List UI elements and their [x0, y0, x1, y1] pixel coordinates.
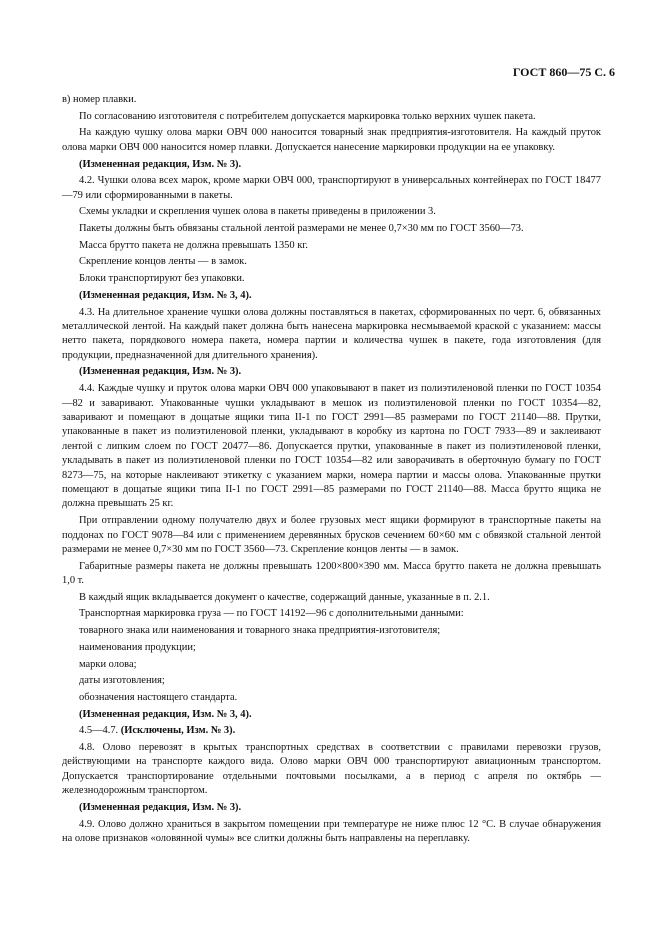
paragraph: Пакеты должны быть обвязаны стальной лентой размерами не менее 0,7×30 мм по ГОСТ 3560—73.	[79, 223, 524, 235]
paragraph: Габаритные размеры пакета не должны превышать 1200×800×390 мм. Масса брутто пакета не должна превышать 1,0 т.	[62, 560, 601, 587]
paragraph: При отправлении одному получателю двух и более грузовых мест ящики формируют в транспортные пакеты на поддонах по ГОСТ 9078—84 или с применением деревянных брусков сечением 60×60 мм с обвязкой стальной лентой размерами не менее 0,7×30 мм по ГОСТ 3560—73. Скрепление концов ленты — в замок.	[62, 515, 601, 555]
page-header: ГОСТ 860—75 С. 6	[512, 65, 615, 79]
paragraph: Транспортная маркировка груза — по ГОСТ 14192—96 с дополнительными данными:	[79, 608, 464, 620]
paragraph: 4.2. Чушки олова всех марок, кроме марки ОВЧ 000, транспортируют в универсальных контейнерах по ГОСТ 18477—79 или сформированными в пакеты.	[62, 175, 601, 201]
amendment-note: (Измененная редакция, Изм. № 3, 4).	[79, 289, 252, 301]
amendment-note-inline: (Исключены, Изм. № 3).	[120, 725, 236, 737]
amendment-note: (Измененная редакция, Изм. № 3).	[79, 158, 242, 170]
paragraph: даты изготовления;	[79, 675, 165, 687]
paragraph: наименования продукции;	[79, 641, 196, 653]
paragraph: Блоки транспортируют без упаковки.	[79, 273, 245, 285]
paragraph: марки олова;	[79, 658, 137, 670]
paragraph: 4.9. Олово должно храниться в закрытом помещении при температуре не ниже плюс 12 °С. В случае обнаружения на олове признаков «оловянной чумы» все слитки должны быть направлены на переплавку.	[62, 818, 601, 845]
paragraph: 4.5—4.7. (Исключены, Изм. № 3).	[79, 725, 236, 737]
paragraph: в) номер плавки.	[62, 94, 137, 105]
paragraph: В каждый ящик вкладывается документ о качестве, содержащий данные, указанные в п. 2.1.	[79, 591, 490, 603]
amendment-note: (Измененная редакция, Изм. № 3, 4).	[79, 708, 252, 720]
amendment-note: (Измененная редакция, Изм. № 3).	[79, 802, 242, 813]
paragraph: Масса брутто пакета не должна превышать 1350 кг.	[79, 239, 309, 251]
paragraph: По согласованию изготовителя с потребителем допускается маркировка только верхних чушек пакета.	[79, 110, 536, 122]
paragraph: 4.4. Каждые чушку и пруток олова марки ОВЧ 000 упаковывают в пакет из полиэтиленовой пленки по ГОСТ 10354—82 и заваривают. Упакованные чушки укладывают в мешок из полиэтиленовой пленки по ГОСТ 10354—82, заваривают и помещают в дощатые ящики типа II-1 по ГОСТ 2991—85 размерами по ГОСТ 21140—88. Прутки, упакованные в пакет из полиэтиленовой пленки, укладывают в коробку из картона по ГОСТ 7933—89 и заклеивают лентой с липким слоем по ГОСТ 20477—86. Допускается прутки, упакованные в пакет из полиэтиленовой пленки, укладывать в пакет из полиэтиленовой пленки по ГОСТ 10354—82 или заворачивать в оберточную бумагу по ГОСТ 8273—75, на которые наклеивают этикетку с указанием марки, номера партии и массы олова. Упакованные прутки помещают в дощатые ящики типа II-1 по ГОСТ 2991—85 размерами по ГОСТ 21140—88. Масса брутто ящика не должна превышать 25 кг.	[62, 383, 601, 510]
paragraph: Схемы укладки и скрепления чушек олова в пакеты приведены в приложении 3.	[79, 206, 436, 218]
paragraph: товарного знака или наименования и товарного знака предприятия-изготовителя;	[79, 625, 441, 637]
paragraph: На каждую чушку олова марки ОВЧ 000 наносится товарный знак предприятия-изготовителя. На каждый пруток олова марки ОВЧ 000 наносится номер плавки. Допускается нанесение маркировки продукции на ее упаковку.	[62, 127, 601, 153]
paragraph: Скрепление концов ленты — в замок.	[79, 256, 247, 268]
paragraph: обозначения настоящего стандарта.	[79, 691, 238, 703]
amendment-note: (Измененная редакция, Изм. № 3).	[79, 366, 242, 378]
paragraph: 4.8. Олово перевозят в крытых транспортных средствах в соответствии с правилами перевозки грузов, действующими на транспорте каждого вида. Олово марки ОВЧ 000 транспортируют авиационным транспортом. Допускается транспортирование отдельными почтовыми посылками, а в период с апреля по октябрь — железнодорожным транспортом.	[62, 742, 601, 797]
paragraph: 4.3. На длительное хранение чушки олова должны поставляться в пакетах, сформированных по черт. 6, обвязанных металлической лентой. На каждый пакет должна быть нанесена маркировка несмываемой краской с указанием: массы нетто пакета, порядкового номера пакета, номера партии и количества чушек в пакете, года изготовления (для продукции, предназначенной для длительного хранения).	[62, 306, 601, 361]
document-body	[62, 93, 601, 849]
